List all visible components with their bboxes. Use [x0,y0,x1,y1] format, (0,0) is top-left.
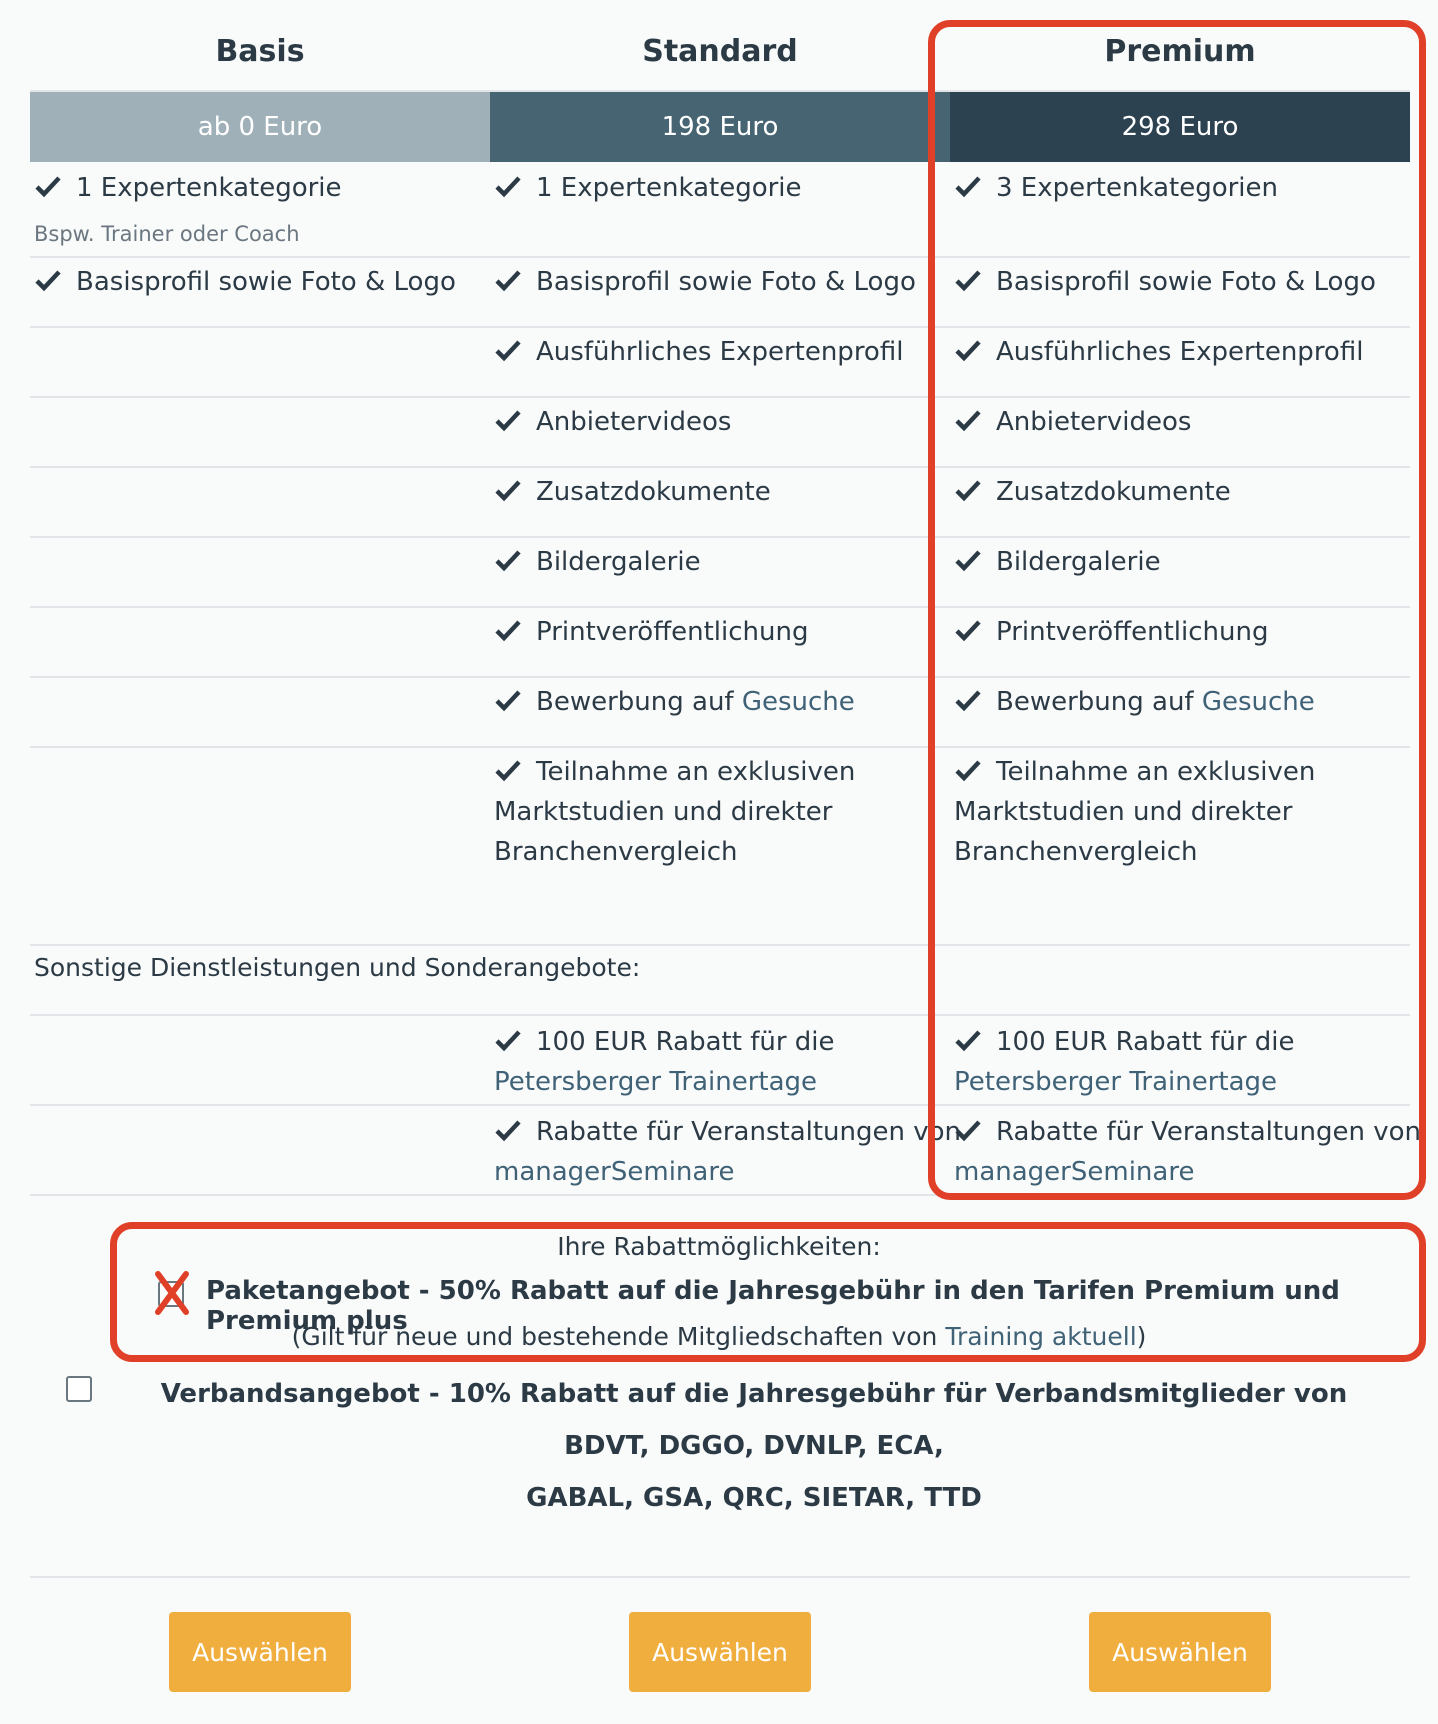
feature-standard-galerie: Bildergalerie [494,542,701,582]
feature-standard-expertenprofil: Ausführliches Expertenprofil [494,332,903,372]
trainertage-link[interactable]: Petersberger Trainertage [494,1067,818,1097]
verband-checkbox[interactable] [66,1376,92,1402]
check-icon [494,172,524,202]
feature-premium-expertenprofil: Ausführliches Expertenprofil [954,332,1363,372]
divider [30,1576,1410,1578]
extra-standard-rabatt: 100 EUR Rabatt für die Petersberger Trainertage [494,1027,835,1097]
feature-premium-experten: 3 Expertenkategorien [954,168,1278,208]
extra-premium-veranstaltungen: Rabatte für Veranstaltungen von managerSeminare [954,1117,1422,1187]
extra-standard-veranstaltungen: Rabatte für Veranstaltungen von managerSeminare [494,1117,962,1187]
managerseminare-link[interactable]: managerSeminare [494,1157,735,1187]
check-icon [34,172,64,202]
column-header-basis: Basis [215,34,305,69]
feature-standard-dokumente: Zusatzdokumente [494,472,771,512]
premium-highlight [928,20,1426,1200]
feature-note: Bspw. Trainer oder Coach [34,222,300,246]
feature-premium-galerie: Bildergalerie [954,542,1161,582]
discount-title: Ihre Rabattmöglichkeiten: [557,1232,881,1261]
check-icon [494,686,524,716]
check-icon [494,336,524,366]
extra-premium-rabatt: 100 EUR Rabatt für die Petersberger Trainertage [954,1027,1295,1097]
check-icon [494,756,524,786]
check-icon [494,1026,524,1056]
feature-premium-dokumente: Zusatzdokumente [954,472,1231,512]
price-basis: ab 0 Euro [30,92,490,162]
check-icon [494,266,524,296]
feature-premium-bewerbung: Bewerbung auf Gesuche [954,682,1315,722]
check-icon [34,266,64,296]
feature-basis-basisprofil: Basisprofil sowie Foto & Logo [34,262,456,302]
feature-basis-experten: 1 Expertenkategorie [34,168,342,208]
feature-premium-teilnahme: Teilnahme an exklusiven Marktstudien und direkter Branchenvergleich [954,757,1316,867]
managerseminare-link[interactable]: managerSeminare [954,1157,1195,1187]
feature-standard-bewerbung: Bewerbung auf Gesuche [494,682,855,722]
paket-sub: (Gilt für neue und bestehende Mitgliedschaften von Training aktuell) [291,1322,1147,1351]
feature-premium-basisprofil: Basisprofil sowie Foto & Logo [954,262,1376,302]
column-header-premium: Premium [1104,34,1256,69]
column-header-standard: Standard [642,34,798,69]
feature-premium-videos: Anbietervideos [954,402,1191,442]
check-icon [494,476,524,506]
verband-label: Verbandsangebot - 10% Rabatt auf die Jahresgebühr für Verbandsmitglieder von BDVT, DGGO, DVNLP, ECA, GABAL, GSA, QRC, SIETAR, TTD [160,1379,1348,1513]
gesuche-link[interactable]: Gesuche [741,687,855,717]
paket-label: Paketangebot - 50% Rabatt auf die Jahresgebühr in den Tarifen Premium und Premium plus [206,1276,1340,1336]
section-label: Sonstige Dienstleistungen und Sonderangebote: [34,953,641,982]
check-icon [494,406,524,436]
check-icon [494,616,524,646]
feature-standard-experten: 1 Expertenkategorie [494,168,802,208]
check-icon [494,546,524,576]
feature-standard-videos: Anbietervideos [494,402,731,442]
price-premium: 298 Euro [950,92,1410,162]
check-icon [494,1116,524,1146]
feature-premium-print: Printveröffentlichung [954,612,1268,652]
training-aktuell-link[interactable]: Training aktuell [945,1322,1137,1351]
feature-standard-print: Printveröffentlichung [494,612,808,652]
feature-standard-basisprofil: Basisprofil sowie Foto & Logo [494,262,916,302]
select-premium-button[interactable]: Auswählen [1089,1612,1271,1692]
gesuche-link[interactable]: Gesuche [1201,687,1315,717]
select-standard-button[interactable]: Auswählen [629,1612,811,1692]
discount-highlight [110,1222,1426,1362]
feature-standard-teilnahme: Teilnahme an exklusiven Marktstudien und direkter Branchenvergleich [494,757,856,867]
trainertage-link[interactable]: Petersberger Trainertage [954,1067,1278,1097]
select-basis-button[interactable]: Auswählen [169,1612,351,1692]
price-standard: 198 Euro [490,92,950,162]
